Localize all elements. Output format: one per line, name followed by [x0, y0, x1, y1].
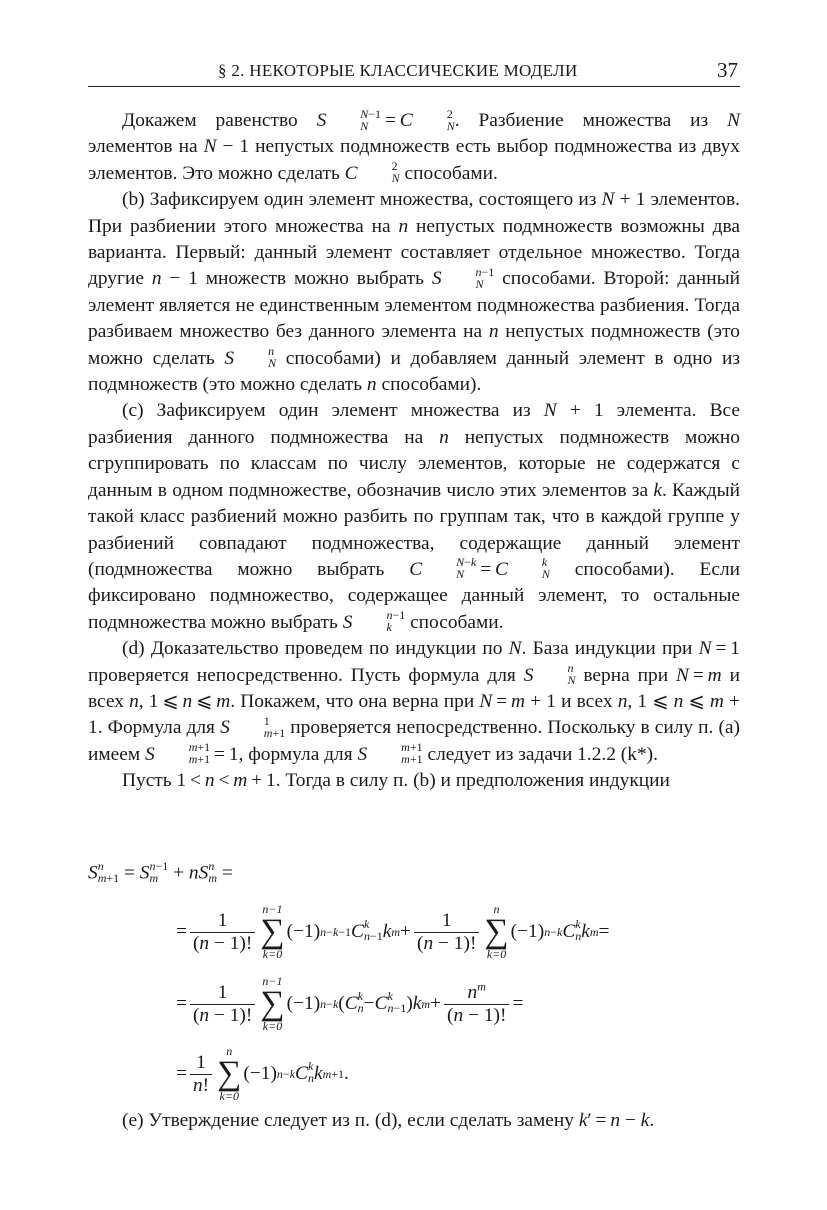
paragraph-final: (e) Утверждение следует из п. (d), если сделать замену k′ = n − k.: [122, 1110, 655, 1131]
running-title: § 2. НЕКОТОРЫЕ КЛАССИЧЕСКИЕ МОДЕЛИ: [218, 61, 578, 80]
formula-line-2: = $\frac{1}{(n - 1)!}$ n−1 ∑ k=0 (−1) n−k−1 C k n−1 k m + $\frac{1}{(n - 1)!}$ n ∑ k=0 (−1) n−k C k n k m =: [176, 902, 610, 961]
formula-line-3: = $\frac{1}{(n - 1)!}$ n−1 ∑ k=0 (−1) n−k ( C k n − C k n−1 ) k m + $\frac{n^m}{(n - 1)!}$ =: [176, 974, 524, 1033]
paragraph-e: Пусть 1 < n < m + 1. Тогда в силу п. (b) и предположения индукции: [122, 770, 670, 792]
formula-line-1: S n m+1 = S n−1 m + nS n m =: [88, 859, 233, 885]
formula-line-4: = $\frac{1}{n!}$ n ∑ k=0 (−1) n−k C k n k m+1 .: [176, 1044, 349, 1103]
running-header: [88, 58, 740, 87]
page-number: 37: [717, 58, 738, 82]
paragraph-c: (c) Зафиксируем один элемент множества из N + 1 элемента. Все разбиения данного подмножества на n непустых подмножеств можно сгруппировать по классам по числу элементов, которые не содержатся с данным в одном подмножестве, обозначив число этих элементов за k. Каждый такой класс разбиений можно разбить по группам так, что в каждой группе у разбиений совпадают подмножества, содержащие данный элемент (подмножества можно выбрать C N−k N = C k N способами). Если фиксировано подмножество, содержащее данный элемент, то остальные подмножества можно выбрать S n−1 k способами.: [88, 400, 741, 635]
paragraph-d: (d) Доказательство проведем по индукции по N. База индукции при N = 1 проверяется непосредственно. Пусть формула для S n N верна при N = m и всех n, 1 ⩽ n ⩽ m. Покажем, что она верна при N = m + 1 и всех n, 1 ⩽ n ⩽ m + 1. Формула для S 1 m+1 проверяется непосредственно. Поскольку в силу п. (a) имеем S m+1 m+1 = 1, формула для S m+1 m+1 следует из задачи 1.2.2 (k*).: [88, 638, 741, 767]
paragraph-b: (b) Зафиксируем один элемент множества, состоящего из N + 1 элементов. При разбиении этого множества на n непустых подмножеств возможны два варианта. Первый: данный элемент составляет отдельное множество. Тогда другие n − 1 множеств можно выбрать S n−1 N способами. Второй: данный элемент является не единственным элементом подмножества разбиения. Тогда разбиваем множество без данного элемента на n непустых подмножеств (это можно сделать S n N способами) и добавляем данный элемент в одно из подмножеств (это можно сделать n способами).: [88, 189, 741, 396]
main-text: [88, 108, 740, 795]
paragraph-a: Докажем равенство S N−1 N = C 2 N . Разбиение множества из N элементов на N − 1 непустых подмножеств есть выбор подмножества из двух элементов. Это можно сделать C 2 N способами.: [88, 106, 740, 186]
